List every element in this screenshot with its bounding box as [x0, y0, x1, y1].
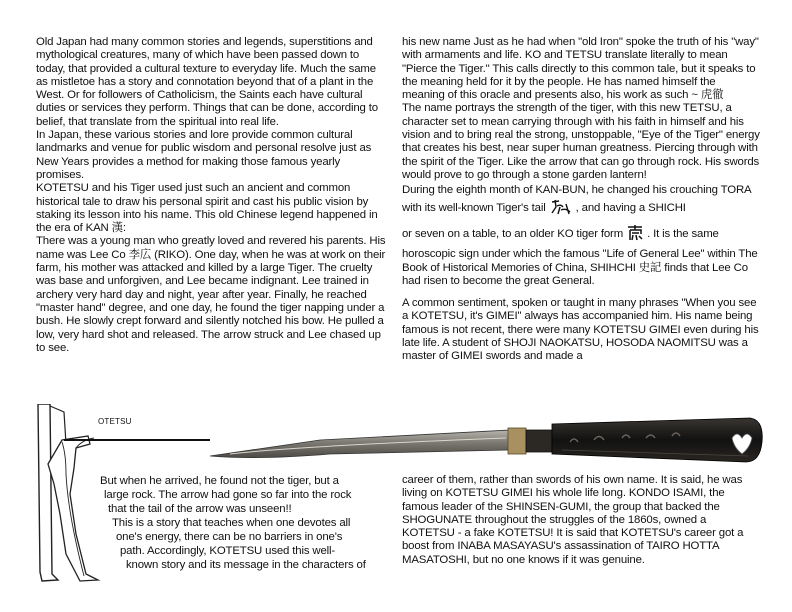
- tiger-tail-kanji-icon: [549, 198, 573, 216]
- bottom-left-line-6: path. Accordingly, KOTETSU used this well-: [120, 545, 336, 557]
- bottom-left-line-2: large rock. The arrow had gone so far into the rock: [104, 489, 352, 501]
- kanbun-paragraph: During the eighth month of KAN-BUN, he changed his crouching TORA with its well-known Tiger's tail , and having a SHICHI: [402, 184, 751, 215]
- kotetsu-tiger-paragraph: KOTETSU and his Tiger used just such an ancient and common historical tale to draw his personal spirit and cast his public vision by staking its lesson into his name. This old Chinese legend happened in the era of KAN 漢:: [36, 182, 378, 235]
- sword-image: [210, 416, 766, 472]
- career-paragraph: career of them, rather than swords of his own name. It is said, he was living on KOTETSU GIMEI his whole life long. KONDO ISAMI, the famous leader of the SHINSEN-GUMI, the group that backed the SHOGUNATE throughout the struggles of the 1860s, owned a KOTETSU - a fake KOTETSU! It is said that KOTETSU's career got a boost from INABA MASAYASU's assassination of TAIRO HOTTA MASATOSHI, but no one knows if it was genuine.: [402, 474, 744, 566]
- right-column: [402, 36, 760, 364]
- kanbun-continuation: or seven on a table, to an older KO tiger form . It is the same: [402, 224, 760, 242]
- lee-co-story-paragraph: There was a young man who greatly loved and revered his parents. His name was Lee Co 李広 (RIKO). One day, when he was at work on their farm, his mother was attacked and killed by a large Tiger. The cruelty was base and unforgiven, and Lee became indignant. Lee trained in archery very hard day and night, year after year. Finally, he reached "master hand" degree, and one day, he found the tiger napping under a bush. He slowly crept forward and silently notched his bow. He pulled a low, very hard shot and released. The arrow struck and Lee chased up to see.: [36, 235, 386, 354]
- lore-paragraph: In Japan, these various stories and lore provide common cultural landmarks and venue for public wisdom and personal resolve just as New Years provides a method for making those famous yearly promises.: [36, 129, 372, 181]
- tiger-strength-paragraph: The name portrays the strength of the tiger, with this new TETSU, a character set to mean carrying through with his faith in himself and his vision and to bring real the strong, unstoppable, "Eye of the Tiger" energy that creates his best, near super human greatness. Piercing through with the spirit of the Tiger. Like the arrow that can go through rock. His swords would prove to go through a stone garden lantern!: [402, 102, 760, 181]
- shihchi-paragraph: horoscopic sign under which the famous "Life of General Lee" within The Book of Historical Memories of China, SHIHCHI 史記 finds that Lee Co had risen to become the great General.: [402, 248, 758, 287]
- bottom-left-line-5: one's energy, there can be no barriers in one's: [116, 531, 343, 543]
- intro-paragraph: Old Japan had many common stories and legends, superstitions and mythological creatures, many of which have been passed down to today, that provided a cultural texture to everyday life. Much the same as mistletoe has a story and connotation beyond that of a plant in the West. Or for followers of Catholicism, the Saints each have cultural duties or services they perform. Things that can be done, according to belief, that translate from the spiritual into real life.: [36, 36, 378, 128]
- left-column: [36, 36, 388, 355]
- bottom-left-line-4: This is a story that teaches when one devotes all: [112, 517, 351, 529]
- ko-tiger-kanji-icon: [626, 224, 644, 242]
- bottom-left-line-3: that the tail of the arrow was unseen!!: [108, 503, 292, 515]
- kotetsu-small-title: OTETSU: [98, 417, 132, 426]
- new-name-paragraph: his new name Just as he had when "old Iron" spoke the truth of his "way" with armaments and life. KO and TETSU translate literally to mean "Pierce the Tiger." This calls directly to this common tale, but it speaks to the meaning held for it by the people. He has named himself the meaning of this oracle and presents also, his work as such ~ 虎徹: [402, 36, 759, 102]
- horizontal-rule: [64, 439, 210, 441]
- paragraph-gap: [402, 288, 760, 297]
- bottom-right-column: [402, 474, 760, 567]
- bottom-left-line-7: known story and its message in the characters of: [126, 559, 366, 571]
- gimei-paragraph: A common sentiment, spoken or taught in many phrases "When you see a KOTETSU, it's GIMEI" always has accompanied him. His name being famous is not recent, there were many KOTETSU GIMEI even during his late life. A student of SHOJI NAOKATSU, HOSODA NAOMITSU was a master of GIMEI swords and made a: [402, 297, 759, 363]
- bottom-left-line-1: But when he arrived, he found not the tiger, but a: [100, 475, 339, 487]
